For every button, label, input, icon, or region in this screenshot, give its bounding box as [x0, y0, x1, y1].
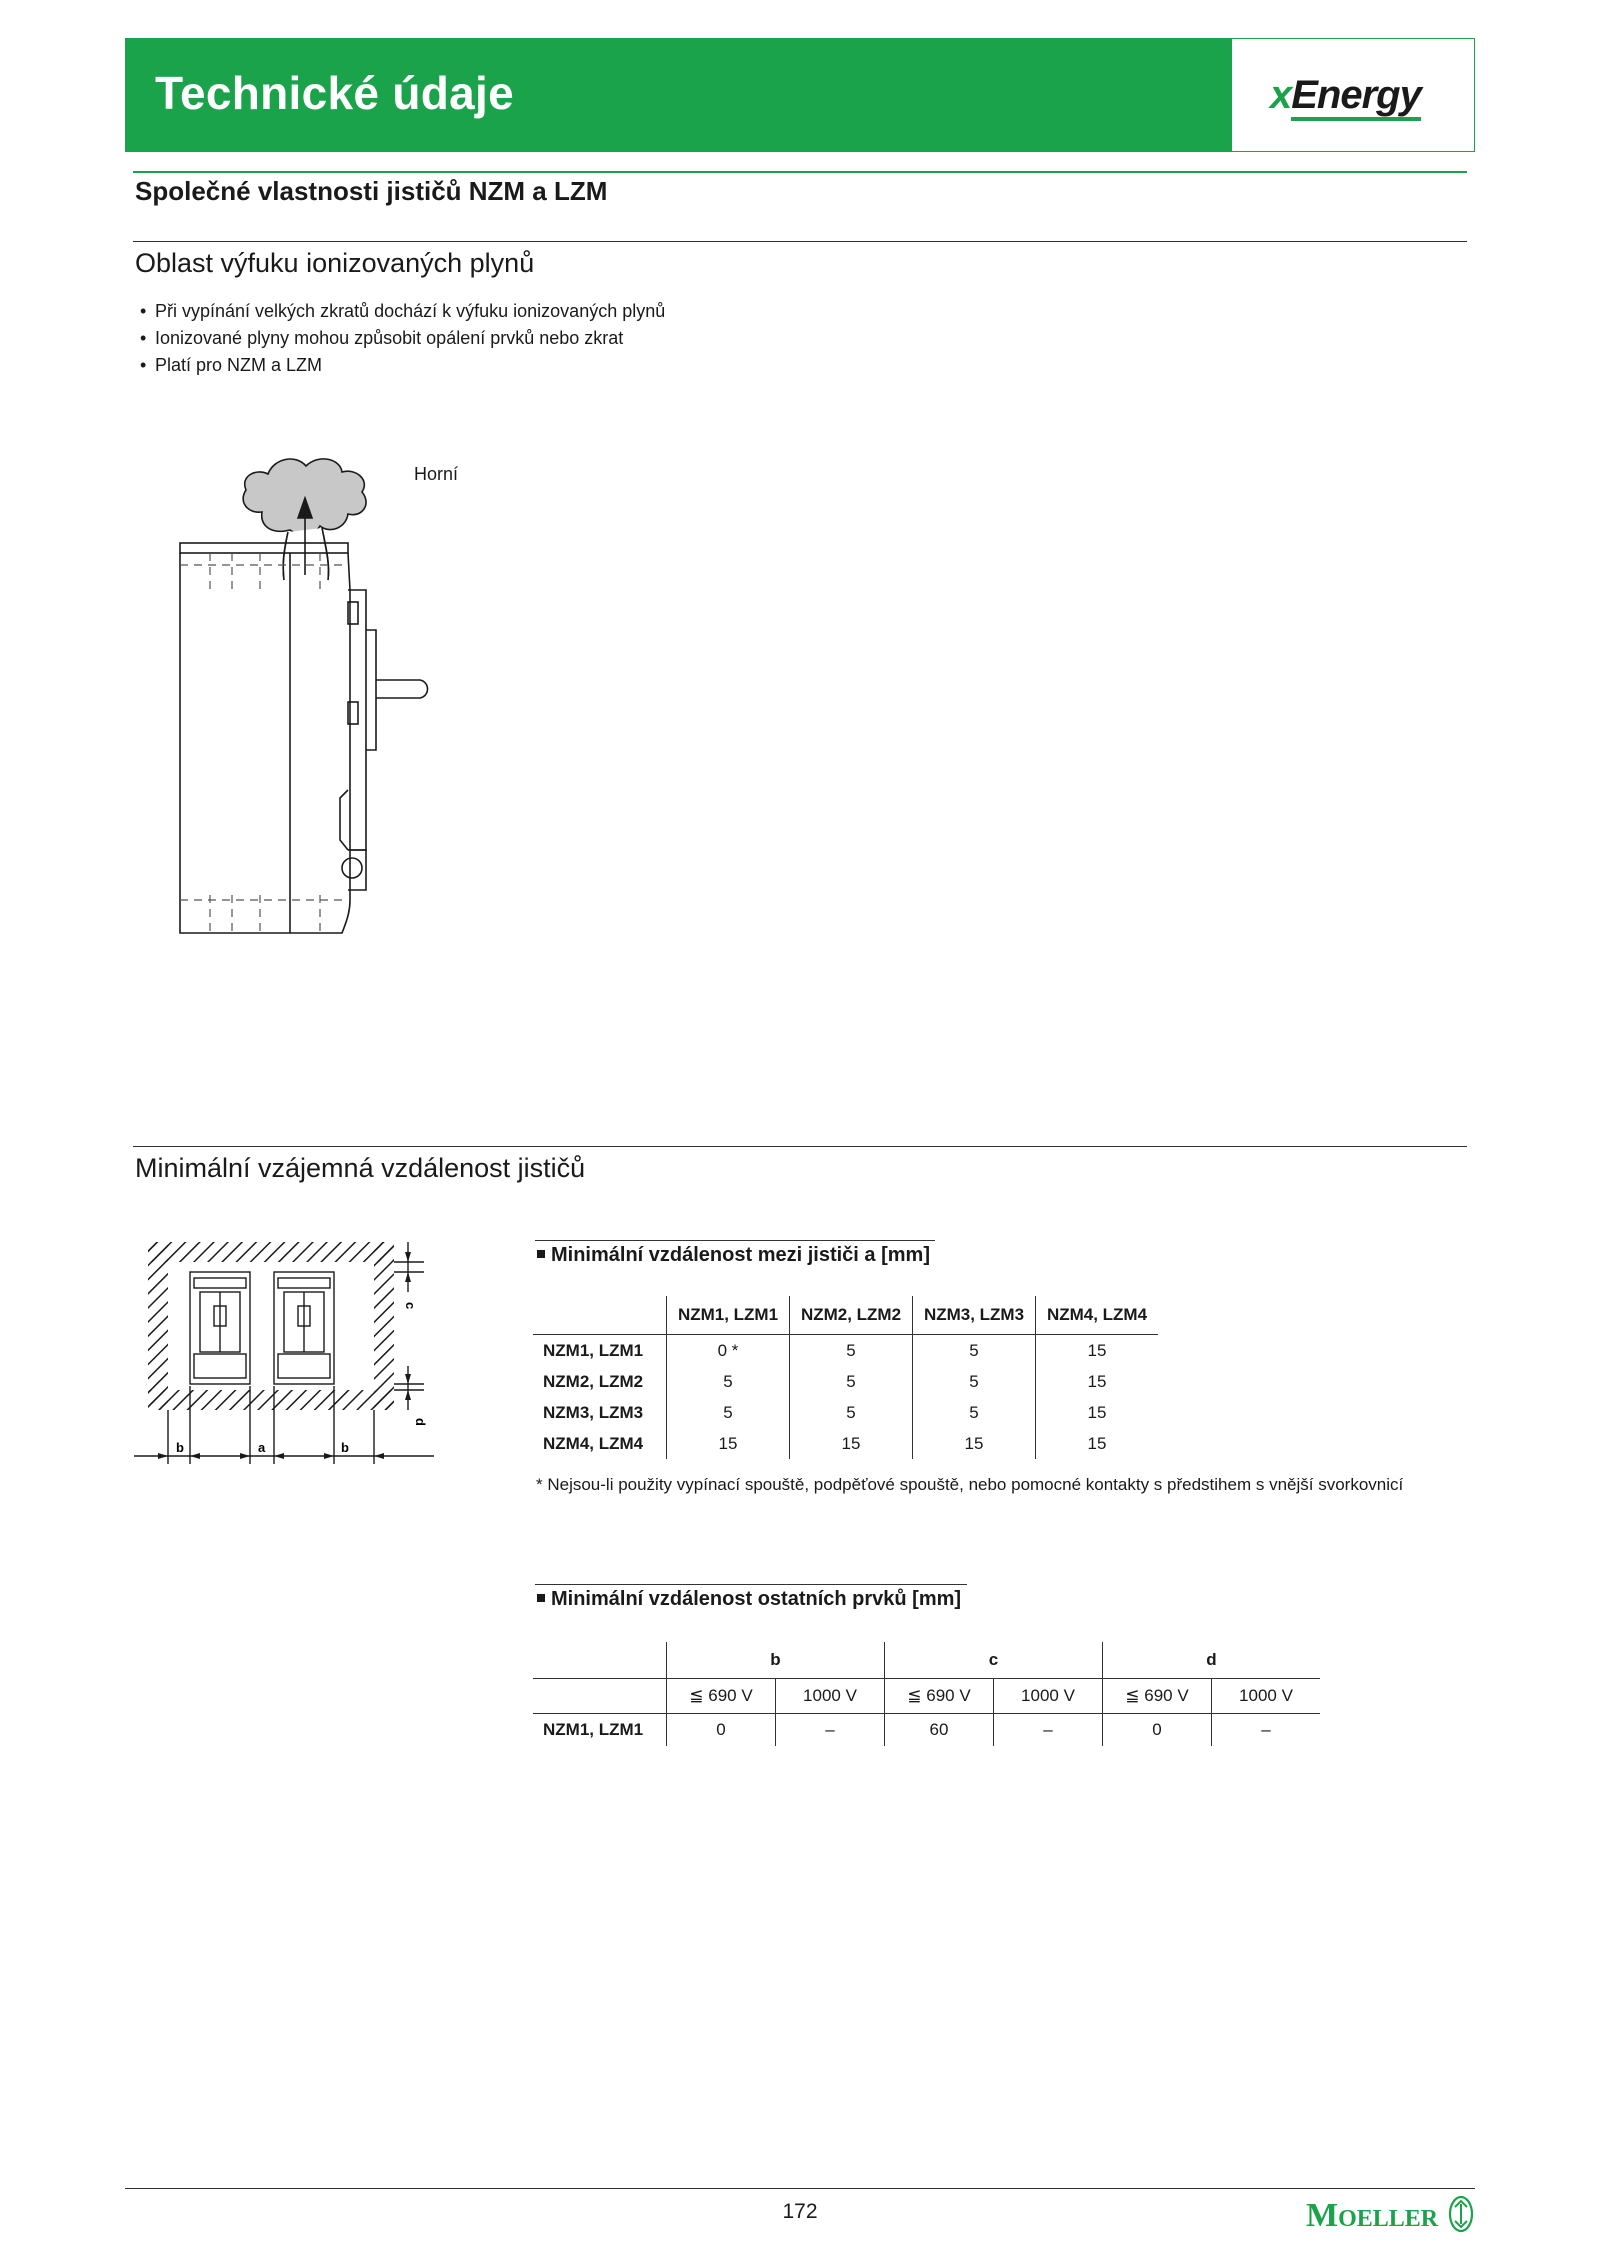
row-header: NZM2, LZM2 — [543, 1371, 644, 1391]
exhaust-heading: Oblast výfuku ionizovaných plynů — [135, 248, 535, 278]
dimension-label-c: c — [403, 1302, 418, 1310]
table-cell: 60 — [885, 1714, 994, 1747]
page-header — [125, 38, 1475, 152]
spacing-between-breakers-table — [533, 1296, 1158, 1459]
table-cell: 15 — [1036, 1335, 1159, 1367]
spacing-other-elements-table — [533, 1642, 1320, 1746]
row-header: NZM1, LZM1 — [543, 1720, 644, 1739]
divider — [133, 1146, 1467, 1147]
column-header: 1000 V — [1212, 1679, 1321, 1714]
dimension-label-a: a — [258, 1440, 266, 1455]
table-cell: 5 — [790, 1366, 913, 1397]
table-row — [533, 1366, 1158, 1397]
spacing-diagram — [134, 1236, 434, 1466]
table-header-row — [533, 1679, 1320, 1714]
table-cell: 0 — [1103, 1714, 1212, 1747]
divider — [133, 241, 1467, 242]
table-cell: 0 * — [667, 1335, 790, 1367]
table-cell: 5 — [913, 1397, 1036, 1428]
table-title-rule — [535, 1584, 967, 1585]
table-row — [533, 1397, 1158, 1428]
table-cell: 5 — [790, 1335, 913, 1367]
column-header: ≦ 690 V — [885, 1679, 994, 1714]
section-title: Společné vlastnosti jističů NZM a LZM — [135, 176, 608, 206]
breaker-exhaust-figure — [170, 440, 430, 940]
table-cell: – — [1212, 1714, 1321, 1747]
table-cell: – — [776, 1714, 885, 1747]
column-group-header: c — [885, 1642, 1103, 1679]
column-header: NZM3, LZM3 — [913, 1296, 1036, 1335]
column-header: 1000 V — [776, 1679, 885, 1714]
table-cell: 5 — [667, 1397, 790, 1428]
table-cell: 15 — [667, 1428, 790, 1459]
column-group-header: d — [1103, 1642, 1321, 1679]
table-header-row — [533, 1296, 1158, 1335]
table-row — [533, 1714, 1320, 1747]
table1-footnote: * Nejsou-li použity vypínací spouště, podpěťové spouště, nebo pomocné kontakty s předstihem s vnější svorkovnicí — [536, 1475, 1404, 1494]
table-cell: 15 — [790, 1428, 913, 1459]
column-header: ≦ 690 V — [1103, 1679, 1212, 1714]
row-header: NZM3, LZM3 — [543, 1402, 644, 1422]
list-item: • Při vypínání velkých zkratů dochází k výfuku ionizovaných plynů — [140, 298, 665, 325]
column-header: ≦ 690 V — [667, 1679, 776, 1714]
table-cell: – — [994, 1714, 1103, 1747]
list-item: • Ionizované plyny mohou způsobit opálení prvků nebo zkrat — [140, 325, 665, 352]
table2-title: Minimální vzdálenost ostatních prvků [mm] — [537, 1588, 961, 1611]
column-header: 1000 V — [994, 1679, 1103, 1714]
column-group-header: b — [667, 1642, 885, 1679]
table-cell: 5 — [913, 1335, 1036, 1367]
moeller-logo: MOELLER — [1306, 2197, 1439, 2234]
table-row — [533, 1428, 1158, 1459]
bullet-square-icon — [537, 1250, 545, 1258]
table-cell: 15 — [1036, 1366, 1159, 1397]
page-number: 172 — [782, 2200, 818, 2223]
table-row — [533, 1335, 1158, 1367]
table-cell: 5 — [790, 1397, 913, 1428]
table-cell: 15 — [1036, 1428, 1159, 1459]
column-header: NZM4, LZM4 — [1036, 1296, 1159, 1335]
exhaust-bullet-list — [140, 298, 665, 379]
row-header: NZM1, LZM1 — [543, 1340, 644, 1360]
distance-heading: Minimální vzájemná vzdálenost jističů — [135, 1153, 586, 1183]
page-title: Technické údaje — [155, 67, 515, 119]
list-item: • Platí pro NZM a LZM — [140, 352, 665, 379]
bullet-square-icon — [537, 1594, 545, 1602]
table-cell: 15 — [913, 1428, 1036, 1459]
brand-logo-box — [1231, 38, 1475, 152]
dimension-label-d: d — [413, 1418, 428, 1426]
section-rule — [133, 171, 1467, 173]
table-cell: 5 — [913, 1366, 1036, 1397]
table1-title: Minimální vzdálenost mezi jističi a [mm] — [537, 1244, 930, 1267]
dimension-label-b: b — [176, 1440, 184, 1455]
dimension-label-b: b — [341, 1440, 349, 1455]
table-cell: 0 — [667, 1714, 776, 1747]
table-group-header-row — [533, 1642, 1320, 1679]
moeller-emblem-icon — [1448, 2195, 1474, 2233]
table-cell: 15 — [1036, 1397, 1159, 1428]
column-header: NZM1, LZM1 — [667, 1296, 790, 1335]
footer-rule — [125, 2188, 1475, 2189]
exhaust-direction-label: Horní — [414, 464, 459, 484]
xenergy-logo: xEnergy — [1270, 73, 1421, 118]
table-cell: 5 — [667, 1366, 790, 1397]
row-header: NZM4, LZM4 — [543, 1433, 644, 1453]
column-header: NZM2, LZM2 — [790, 1296, 913, 1335]
table-title-rule — [535, 1240, 935, 1241]
